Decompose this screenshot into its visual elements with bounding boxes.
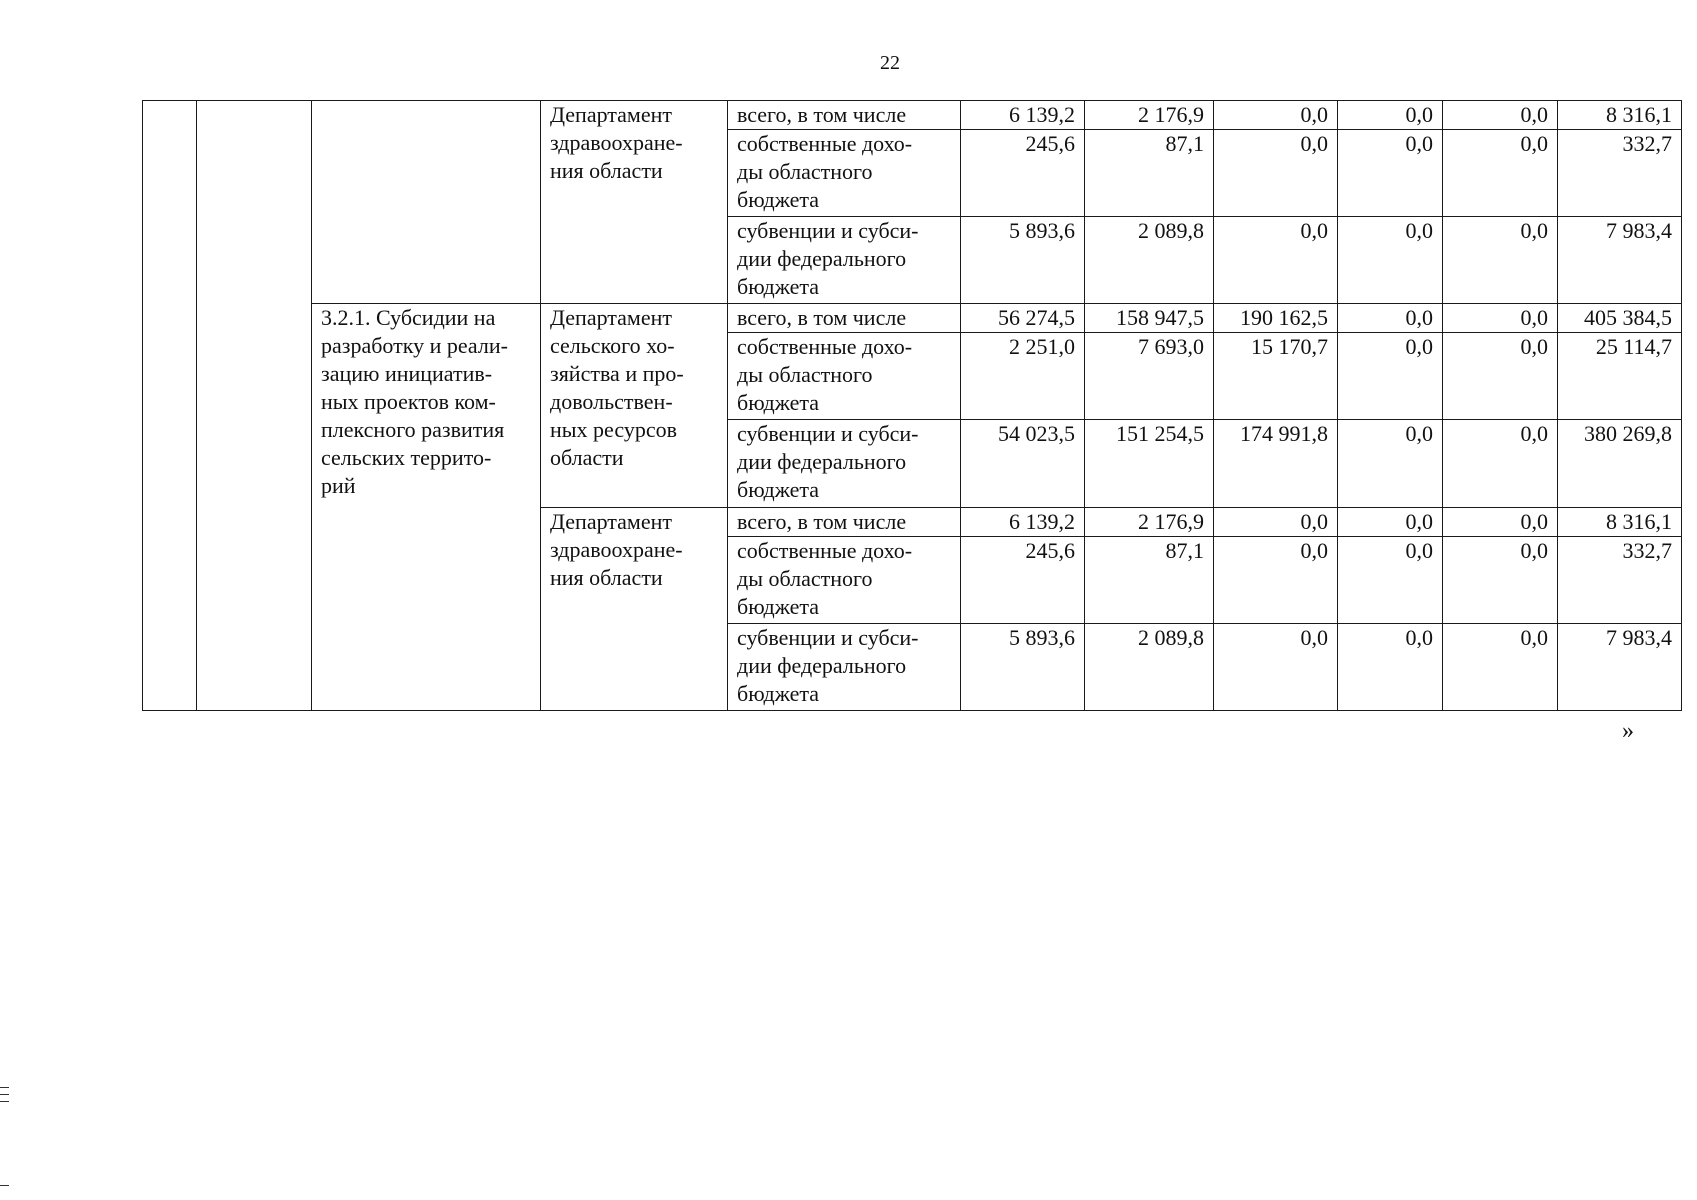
value-cell: 56 274,5 [961,304,1085,333]
department-cell: Департамент сельского хо- зяйства и про- довольствен- ных ресурсов области [541,304,728,508]
value-cell: 0,0 [1338,624,1443,711]
value-cell: 2 089,8 [1085,217,1214,304]
source-cell: всего, в том числе [728,508,961,537]
value-cell: 0,0 [1443,624,1558,711]
value-cell: 5 893,6 [961,624,1085,711]
value-cell: 0,0 [1214,217,1338,304]
value-cell: 0,0 [1338,333,1443,420]
value-cell: 0,0 [1338,304,1443,333]
value-cell: 158 947,5 [1085,304,1214,333]
value-cell: 2 251,0 [961,333,1085,420]
value-cell: 0,0 [1338,537,1443,624]
value-cell: 6 139,2 [961,101,1085,130]
value-cell: 0,0 [1338,130,1443,217]
value-cell: 0,0 [1338,420,1443,508]
total-cell: 332,7 [1558,537,1682,624]
value-cell: 0,0 [1443,537,1558,624]
value-cell: 245,6 [961,537,1085,624]
value-cell: 151 254,5 [1085,420,1214,508]
value-cell: 54 023,5 [961,420,1085,508]
value-cell: 0,0 [1443,508,1558,537]
program-cell [197,101,312,711]
value-cell: 174 991,8 [1214,420,1338,508]
total-cell: 8 316,1 [1558,508,1682,537]
value-cell: 87,1 [1085,537,1214,624]
value-cell: 2 176,9 [1085,508,1214,537]
source-cell: собственные дохо- ды областного бюджета [728,130,961,217]
page-number: 22 [880,52,900,74]
total-cell: 7 983,4 [1558,624,1682,711]
value-cell: 0,0 [1214,130,1338,217]
total-cell: 8 316,1 [1558,101,1682,130]
budget-table [142,100,1682,711]
table-row [143,101,1682,130]
value-cell: 0,0 [1443,101,1558,130]
value-cell: 0,0 [1338,217,1443,304]
source-cell: собственные дохо- ды областного бюджета [728,333,961,420]
value-cell: 15 170,7 [1214,333,1338,420]
source-cell: субвенции и субси- дии федерального бюджета [728,217,961,304]
value-cell: 87,1 [1085,130,1214,217]
margin-mark [0,1185,9,1186]
value-cell: 2 089,8 [1085,624,1214,711]
table-row [143,304,1682,333]
measure-cell [312,101,541,304]
total-cell: 25 114,7 [1558,333,1682,420]
value-cell: 0,0 [1338,101,1443,130]
source-cell: собственные дохо- ды областного бюджета [728,537,961,624]
source-cell: субвенции и субси- дии федерального бюджета [728,420,961,508]
value-cell: 0,0 [1214,537,1338,624]
total-cell: 380 269,8 [1558,420,1682,508]
number-cell [143,101,197,711]
margin-mark [0,1101,9,1102]
total-cell: 7 983,4 [1558,217,1682,304]
value-cell: 0,0 [1214,624,1338,711]
value-cell: 0,0 [1443,304,1558,333]
value-cell: 245,6 [961,130,1085,217]
value-cell: 0,0 [1443,217,1558,304]
closing-quote: » [1622,718,1634,744]
source-cell: всего, в том числе [728,101,961,130]
margin-mark [0,1087,9,1088]
total-cell: 405 384,5 [1558,304,1682,333]
margin-mark [0,1094,9,1095]
value-cell: 0,0 [1214,101,1338,130]
value-cell: 5 893,6 [961,217,1085,304]
measure-cell: 3.2.1. Субсидии на разработку и реали- зацию инициатив- ных проектов ком- плексного развития сельских террито- рий [312,304,541,711]
total-cell: 332,7 [1558,130,1682,217]
value-cell: 0,0 [1443,130,1558,217]
value-cell: 0,0 [1214,508,1338,537]
value-cell: 190 162,5 [1214,304,1338,333]
value-cell: 0,0 [1443,333,1558,420]
source-cell: субвенции и субси- дии федерального бюджета [728,624,961,711]
value-cell: 2 176,9 [1085,101,1214,130]
value-cell: 0,0 [1338,508,1443,537]
department-cell: Департамент здравоохране- ния области [541,508,728,711]
value-cell: 6 139,2 [961,508,1085,537]
source-cell: всего, в том числе [728,304,961,333]
department-cell: Департамент здравоохране- ния области [541,101,728,304]
value-cell: 7 693,0 [1085,333,1214,420]
value-cell: 0,0 [1443,420,1558,508]
